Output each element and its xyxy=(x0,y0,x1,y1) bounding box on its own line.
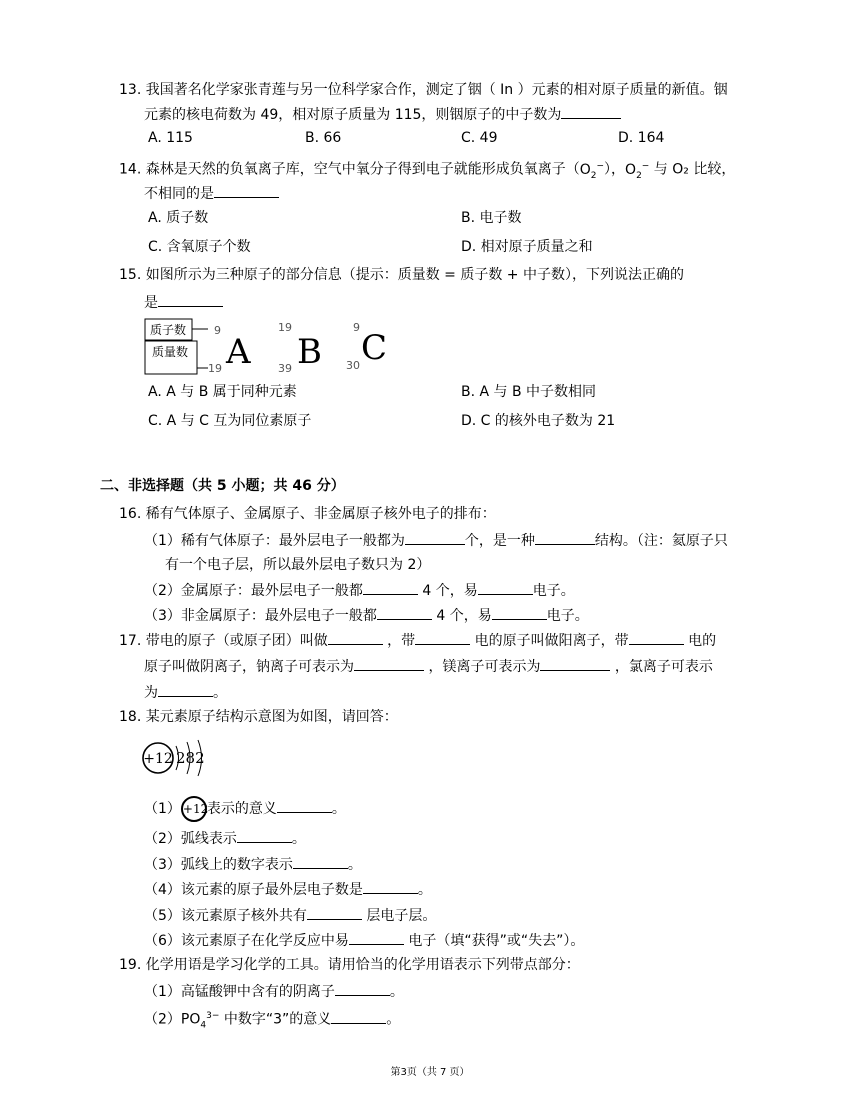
q16-blank-1[interactable] xyxy=(405,530,465,545)
q17-blank-4[interactable] xyxy=(354,656,424,671)
q18-text: （6）该元素原子在化学反应中易 xyxy=(144,933,349,949)
q18-part1 xyxy=(144,796,346,816)
q18-part6 xyxy=(144,930,584,950)
q16-part1-cont: 有一个电子层，所以最外层电子数只为 2） xyxy=(165,557,431,573)
q17-text: ，镁离子可表示为 xyxy=(424,659,541,675)
q18-text: （2）弧线表示 xyxy=(144,831,237,847)
q14-text-c: 与 xyxy=(649,161,673,178)
q16-blank-4[interactable] xyxy=(478,580,533,595)
q19-text: （1）高锰酸钾中含有的阴离子 xyxy=(144,984,335,1000)
q17-blank-2[interactable] xyxy=(415,630,470,645)
q13-option-a[interactable]: A. 115 xyxy=(148,130,193,146)
atom-a-z: 9 xyxy=(214,324,221,337)
q19-blank-1[interactable] xyxy=(335,981,390,996)
q15-line2 xyxy=(144,292,223,312)
q17-blank-5[interactable] xyxy=(540,656,610,671)
q18-blank-6[interactable] xyxy=(349,930,404,945)
q16-text: 4 个，易 xyxy=(431,608,492,624)
atomic-structure-diagram xyxy=(140,736,212,780)
q18-text: 电子（填“获得”或“失去”）。 xyxy=(403,933,585,949)
q14-line2 xyxy=(144,183,279,203)
atom-c-a: 30 xyxy=(346,359,360,372)
proton-label: 质子数 xyxy=(149,323,187,337)
q18-text: （1） xyxy=(144,801,181,817)
q18-blank-3[interactable] xyxy=(293,854,348,869)
q16-text: （3）非金属原子：最外层电子一般都 xyxy=(144,608,377,624)
q16-part1 xyxy=(144,530,728,550)
q18-text: （4）该元素的原子最外层电子数是 xyxy=(144,882,363,898)
q18-text: 。 xyxy=(417,882,432,898)
q13-line1: 13. 我国著名化学家张青莲与另一位科学家合作，测定了铟（ In ）元素的相对原子质量的新值。铟 xyxy=(119,82,728,98)
q16-blank-6[interactable] xyxy=(492,605,547,620)
q18-text: 表示的意义 xyxy=(206,801,277,817)
q15-line1: 15. 如图所示为三种原子的部分信息（提示：质量数 = 质子数 + 中子数），下列说法正确的 xyxy=(119,267,684,283)
q17-text: 17. 带电的原子（或原子团）叫做 xyxy=(119,633,328,649)
q17-text: 电的 xyxy=(683,633,717,649)
q15-answer-blank[interactable] xyxy=(158,292,223,307)
q16-text: 结构。（注：氦原子只 xyxy=(594,533,728,549)
q17-text: 原子叫做阴离子，钠离子可表示为 xyxy=(144,659,354,675)
atom-notation-figure xyxy=(140,316,400,378)
atom-c-symbol: C xyxy=(361,328,388,368)
q17-text: ，带 xyxy=(382,633,416,649)
q19-text: （2） xyxy=(144,1011,181,1028)
q17-text: 为 xyxy=(144,685,158,701)
q18-text: 层电子层。 xyxy=(361,908,437,924)
q18-text: （3）弧线上的数字表示 xyxy=(144,857,293,873)
mass-label: 质量数 xyxy=(151,345,189,359)
section-heading: 二、非选择题（共 5 小题；共 46 分） xyxy=(100,478,345,494)
q16-part2 xyxy=(144,580,575,600)
q17-blank-6[interactable] xyxy=(158,682,213,697)
q18-part4 xyxy=(144,879,432,899)
q19-text: 中数字“3”的意义 xyxy=(219,1011,332,1028)
q19-part2 xyxy=(144,1006,401,1031)
q18-blank-4[interactable] xyxy=(363,879,418,894)
atom-b-a: 39 xyxy=(278,362,292,375)
q17-text: 电的原子叫做阳离子，带 xyxy=(470,633,629,649)
q16-text: 电子。 xyxy=(532,583,575,599)
q18-part3 xyxy=(144,854,362,874)
q16-part3 xyxy=(144,605,589,625)
q19-text: 。 xyxy=(386,1011,401,1028)
q18-text: 。 xyxy=(347,857,362,873)
q17-blank-1[interactable] xyxy=(328,630,383,645)
q16-text: 电子。 xyxy=(546,608,589,624)
q14-option-d[interactable]: D. 相对原子质量之和 xyxy=(461,239,593,255)
q13-option-d[interactable]: D. 164 xyxy=(618,130,665,146)
q13-line2 xyxy=(144,104,621,124)
o2-ion-2: $O_2^-$ xyxy=(625,161,650,181)
q19-part1 xyxy=(144,981,404,1001)
q15-option-b[interactable]: B. A 与 B 中子数相同 xyxy=(461,384,597,400)
q13-option-c[interactable]: C. 49 xyxy=(461,130,498,146)
q14-option-a[interactable]: A. 质子数 xyxy=(148,210,209,226)
shell-electrons: 282 xyxy=(176,749,205,767)
q14-text: 不相同的是 xyxy=(144,186,214,202)
atom-a-a: 19 xyxy=(208,362,222,375)
q17-line1 xyxy=(119,630,716,650)
q15-option-d[interactable]: D. C 的核外电子数为 21 xyxy=(461,413,616,429)
phosphate-subscript: 4 xyxy=(200,1020,207,1031)
q15-option-a[interactable]: A. A 与 B 属于同种元素 xyxy=(148,384,297,400)
ion-symbol: O xyxy=(579,161,591,178)
q14-option-b[interactable]: B. 电子数 xyxy=(461,210,522,226)
page-footer: 第3页（共 7 页） xyxy=(390,1067,470,1078)
q18-part2 xyxy=(144,828,306,848)
q14-text-d: 比较， xyxy=(688,161,736,178)
q18-blank-2[interactable] xyxy=(237,828,292,843)
q16-text: （2）金属原子：最外层电子一般都 xyxy=(144,583,363,599)
q18-text: （5）该元素原子核外共有 xyxy=(144,908,307,924)
q13-answer-blank[interactable] xyxy=(561,104,621,119)
o2-ion-1: $O_2^-$ xyxy=(579,161,605,181)
q17-text: 。 xyxy=(213,685,227,701)
atom-b-z: 19 xyxy=(278,321,292,334)
nucleus-icon: +12 xyxy=(181,796,207,822)
q18-text: 。 xyxy=(291,831,306,847)
q13-text: 元素的核电荷数为 49，相对原子质量为 115，则铟原子的中子数为 xyxy=(144,107,562,123)
q17-blank-3[interactable] xyxy=(629,630,684,645)
q14-option-c[interactable]: C. 含氧原子个数 xyxy=(148,239,251,255)
atom-b-symbol: B xyxy=(297,332,322,372)
q18-text: 。 xyxy=(331,801,346,817)
q16-text: 个，是一种 xyxy=(464,533,535,549)
o2-molecule: O₂ xyxy=(672,161,689,178)
q15-text: 是 xyxy=(144,295,158,311)
phosphate-symbol: PO xyxy=(180,1011,201,1028)
q15-option-c[interactable]: C. A 与 C 互为同位素原子 xyxy=(148,413,312,429)
q13-option-b[interactable]: B. 66 xyxy=(305,130,342,146)
nucleus-charge: +12 xyxy=(143,751,173,767)
ion-symbol: O xyxy=(625,161,637,178)
q16-text: （1）稀有气体原子：最外层电子一般都为 xyxy=(144,533,405,549)
q14-line1 xyxy=(119,156,736,181)
q16-blank-5[interactable] xyxy=(377,605,432,620)
q17-line2 xyxy=(144,656,713,676)
q16-text: 4 个，易 xyxy=(417,583,478,599)
q19-title: 19. 化学用语是学习化学的工具。请用恰当的化学用语表示下列带点部分： xyxy=(119,957,580,973)
q14-answer-blank[interactable] xyxy=(214,183,279,198)
atom-a-symbol: A xyxy=(226,332,251,372)
q18-part5 xyxy=(144,905,436,925)
q17-text: ，氯离子可表示 xyxy=(610,659,713,675)
q16-title: 16. 稀有气体原子、金属原子、非金属原子核外电子的排布： xyxy=(119,506,496,522)
q19-text: 。 xyxy=(389,984,404,1000)
q14-text-b: ）， xyxy=(604,161,626,178)
atom-c-z: 9 xyxy=(353,321,360,334)
q19-blank-2[interactable] xyxy=(331,1009,386,1024)
q16-blank-3[interactable] xyxy=(363,580,418,595)
phosphate-charge: 3− xyxy=(206,1011,220,1021)
q18-blank-5[interactable] xyxy=(307,905,362,920)
q16-blank-2[interactable] xyxy=(535,530,595,545)
q17-line3 xyxy=(144,682,227,702)
q18-blank-1[interactable] xyxy=(277,798,332,813)
q14-text-a: 14. 森林是天然的负氧离子库，空气中氧分子得到电子就能形成负氧离子（ xyxy=(119,161,580,178)
q18-title: 18. 某元素原子结构示意图为如图，请回答： xyxy=(119,709,398,725)
